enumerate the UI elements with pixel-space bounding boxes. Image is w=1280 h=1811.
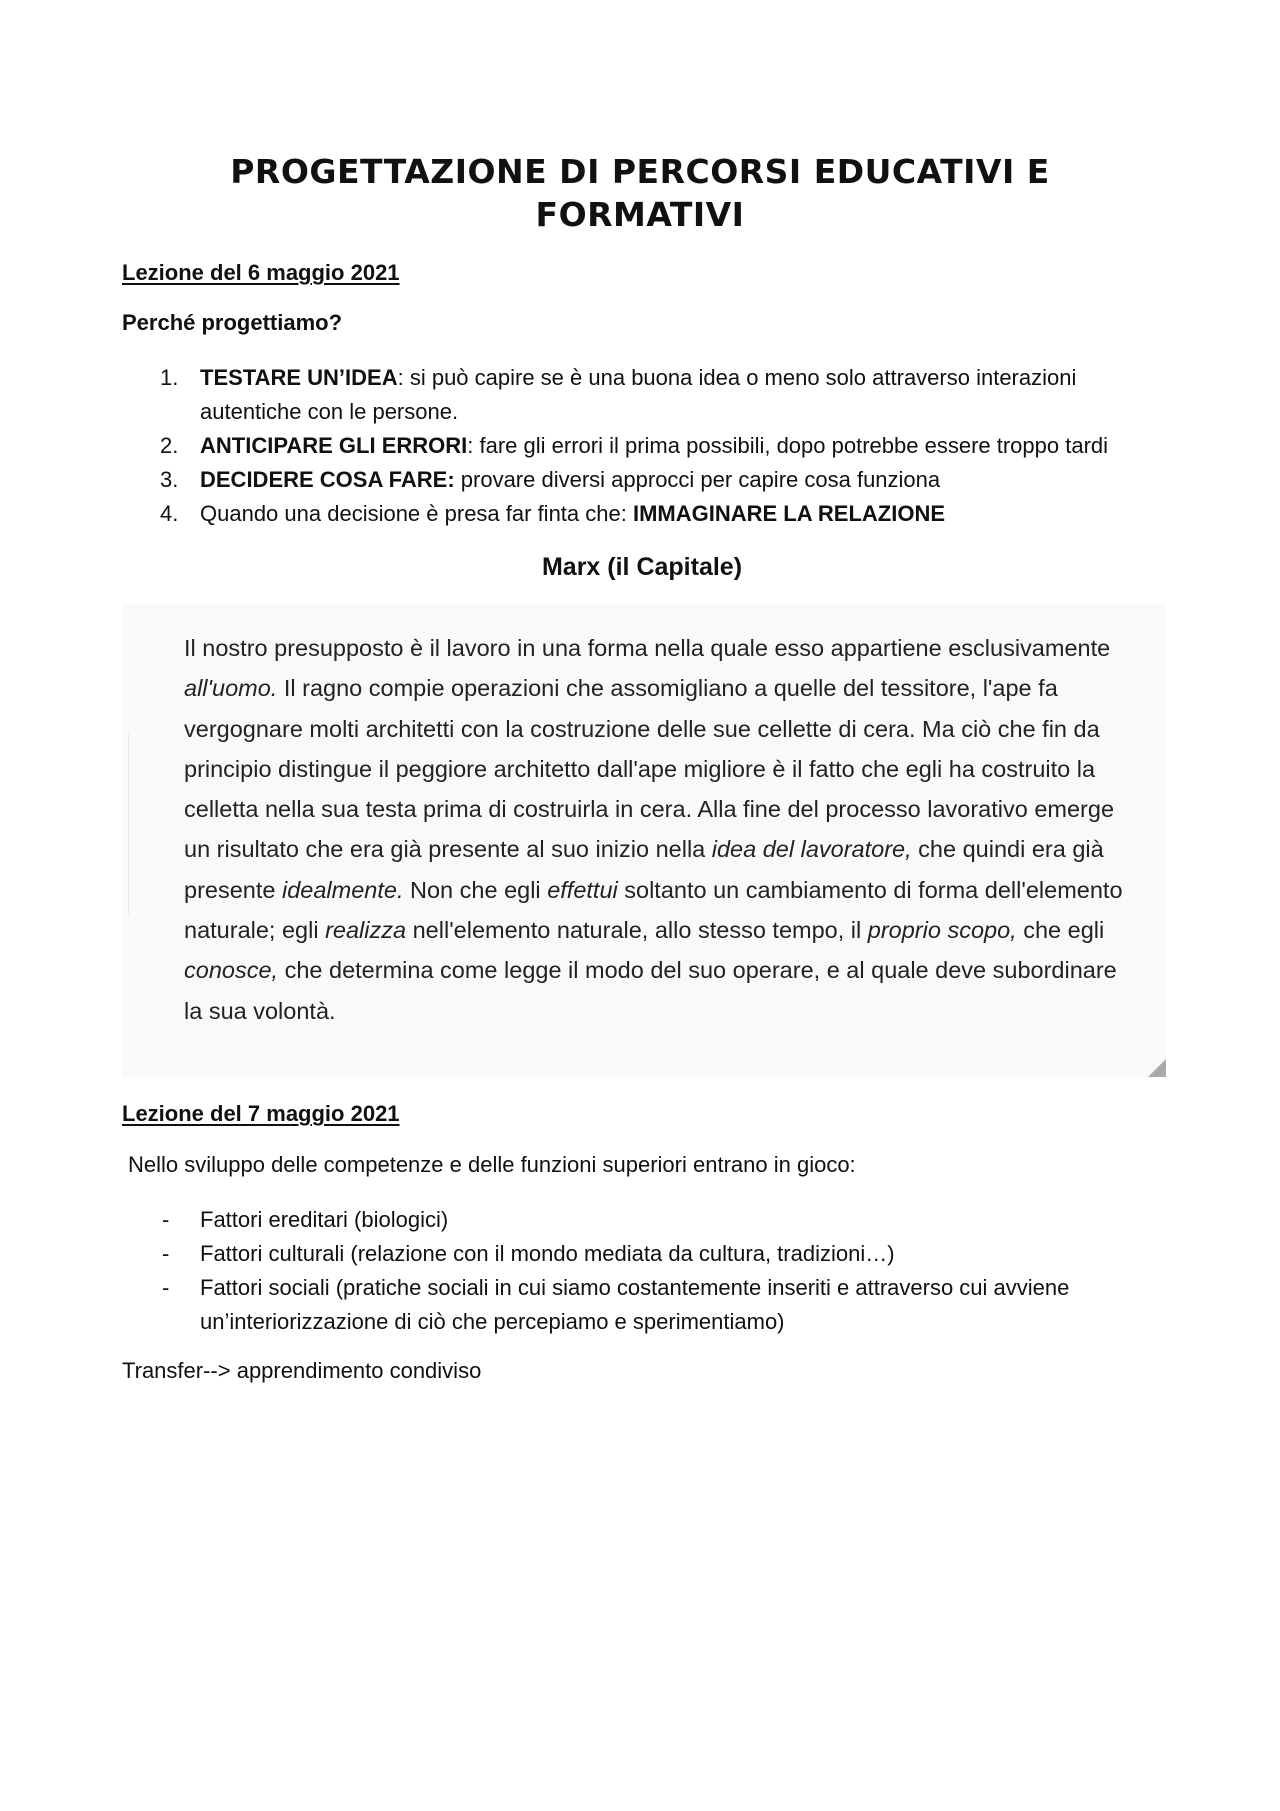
list-item <box>122 497 1172 531</box>
quote-edge-line <box>122 734 129 914</box>
item-text: : si può capire se è una buona idea o meno solo attraverso interazioni autentiche con le persone. <box>200 365 1077 424</box>
dash-marker: - <box>162 1207 170 1232</box>
image-corner-icon <box>1148 1059 1166 1077</box>
item-keyword: TESTARE UN’IDEA <box>200 365 398 390</box>
intro-paragraph: Nello sviluppo delle competenze e delle funzioni superiori entrano in gioco: <box>128 1152 856 1177</box>
document-title: PROGETTAZIONE DI PERCORSI EDUCATIVI E FORMATIVI <box>230 152 1050 234</box>
list-number: 2. <box>160 433 179 458</box>
list-item <box>122 429 1172 463</box>
list-number: 3. <box>160 467 179 492</box>
marx-subheading: Marx (il Capitale) <box>541 553 743 581</box>
list-item <box>122 361 1172 429</box>
dash-marker: - <box>162 1241 170 1266</box>
item-text: Fattori ereditari (biologici) <box>200 1207 449 1232</box>
item-text: Fattori culturali (relazione con il mondo mediata da cultura, tradizioni…) <box>200 1241 895 1266</box>
dash-marker: - <box>162 1275 170 1300</box>
question-heading: Perché progettiamo? <box>122 310 343 335</box>
lesson-heading-6-maggio: Lezione del 6 maggio 2021 <box>122 260 400 285</box>
item-keyword: IMMAGINARE LA RELAZIONE <box>632 501 946 526</box>
item-text: : fare gli errori il prima possibili, dopo potrebbe essere troppo tardi <box>467 433 1109 458</box>
list-item <box>122 1271 1172 1339</box>
list-number: 4. <box>160 501 179 526</box>
marx-quote-text: Il nostro presupposto è il lavoro in una forma nella quale esso appartiene esclusivamente all'uomo. Il ragno compie operazioni che assomigliano a quelle del tessitore, l'ape fa vergognare molti architetti con la costruzione delle sue cellette di cera. Ma ciò che fin da principio distingue il peggiore architetto dall'ape migliore è il fatto che egli ha costruito la celletta nella sua testa prima di costruirla in cera. Alla fine del processo lavorativo emerge un risultato che era già presente al suo inizio nella idea del lavoratore, che quindi era già presente idealmente. Non che egli effettui soltanto un cambiamento di forma dell'elemento naturale; egli realizza nell'elemento naturale, allo stesso tempo, il proprio scopo, che egli conosce, che determina come legge il modo del suo operare, e al quale deve subordinare la sua volontà. <box>184 635 1123 1024</box>
item-text: Fattori sociali (pratiche sociali in cui siamo costantemente inseriti e attraverso cui avviene un’interiorizzazione di ciò che percepiamo e sperimentiamo) <box>200 1275 1070 1334</box>
item-text: Quando una decisione è presa far finta che: <box>200 501 633 526</box>
list-item <box>122 1203 1172 1237</box>
reasons-list <box>122 361 1172 531</box>
item-keyword: ANTICIPARE GLI ERRORI <box>200 433 468 458</box>
item-text: provare diversi approcci per capire cosa funziona <box>454 467 941 492</box>
list-item <box>122 463 1172 497</box>
lesson-heading-7-maggio: Lezione del 7 maggio 2021 <box>122 1101 400 1126</box>
factors-list <box>122 1203 1172 1339</box>
transfer-note: Transfer--> apprendimento condiviso <box>122 1358 482 1383</box>
list-item <box>122 1237 1172 1271</box>
marx-quote-image <box>122 604 1166 1077</box>
item-keyword: DECIDERE COSA FARE: <box>200 467 455 492</box>
list-number: 1. <box>160 365 179 390</box>
